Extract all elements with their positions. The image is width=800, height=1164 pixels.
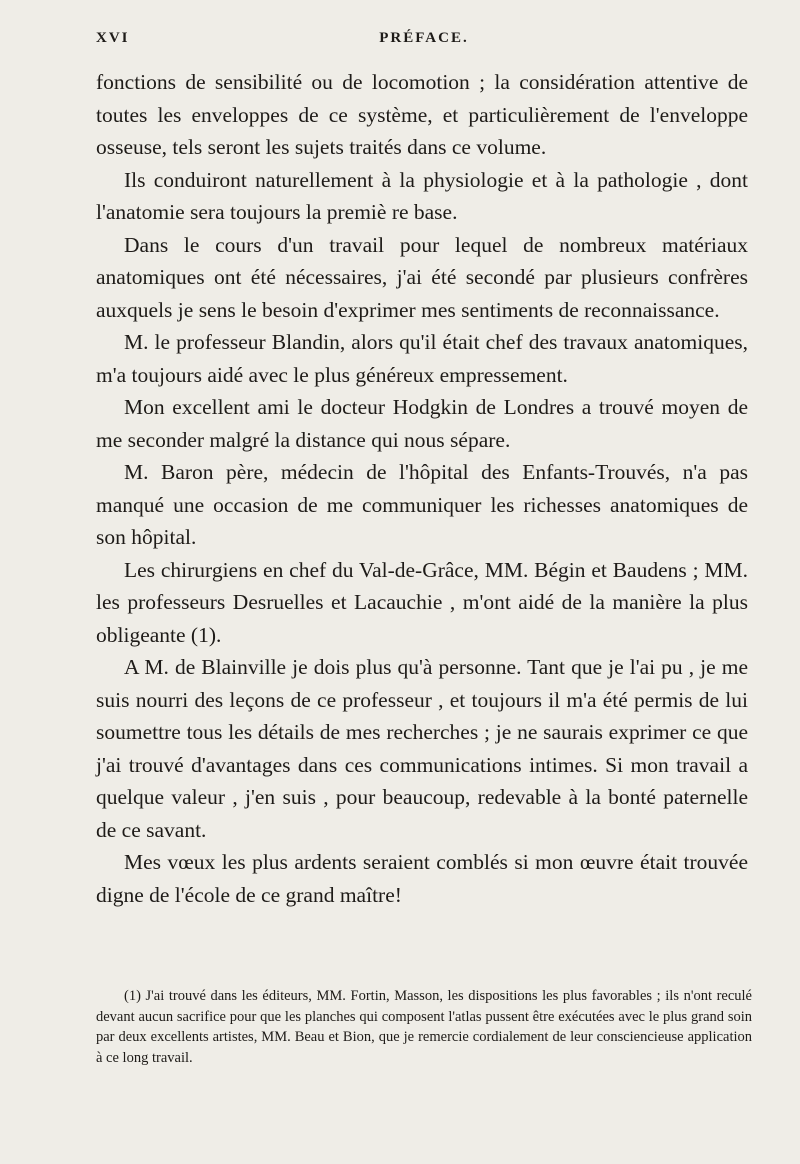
page-header	[96, 30, 752, 52]
paragraph: M. Baron père, médecin de l'hôpital des Enfants-Trouvés, n'a pas manqué une occasion de me communiquer les richesses anatomiques de son hôpital.	[96, 460, 748, 549]
paragraph: M. le professeur Blandin, alors qu'il était chef des travaux anatomiques, m'a toujours aidé avec le plus généreux empressement.	[96, 330, 748, 387]
footnote-text: (1) J'ai trouvé dans les éditeurs, MM. Fortin, Masson, les dispositions les plus favorables ; ils n'ont reculé devant aucun sacrifice pour que les planches qui composent l'atlas pussent être exécutées avec le plus grand soin par deux excellents artistes, MM. Beau et Bion, que je remercie cordialement de leur consciencieuse application à ce long travail.	[96, 988, 752, 1066]
running-head: PRÉFACE.	[379, 30, 469, 46]
paragraph: fonctions de sensibilité ou de locomotion ; la considération attentive de toutes les enveloppes de ce système, et particulièrement de l'enveloppe osseuse, tels seront les sujets traités dans ce volume.	[96, 70, 748, 159]
page-number: XVI	[96, 30, 130, 46]
paragraph: A M. de Blainville je dois plus qu'à personne. Tant que je l'ai pu , je me suis nourri des leçons de ce professeur , et toujours il m'a été permis de lui soumettre tous les détails de mes recherches ; je ne saurais exprimer ce que j'ai trouvé d'avantages dans ces communications intimes. Si mon travail a quelque valeur , j'en suis , pour beaucoup, redevable à la bonté paternelle de ce savant.	[96, 655, 748, 842]
paragraph: Mon excellent ami le docteur Hodgkin de Londres a trouvé moyen de me seconder malgré la distance qui nous sépare.	[96, 395, 748, 452]
paragraph: Les chirurgiens en chef du Val-de-Grâce, MM. Bégin et Baudens ; MM. les professeurs Desruelles et Lacauchie , m'ont aidé de la manière la plus obligeante (1).	[96, 557, 748, 647]
footnote	[96, 986, 752, 1068]
paragraph: Ils conduiront naturellement à la physiologie et à la pathologie , dont l'anatomie sera toujours la premiè re base.	[96, 167, 748, 224]
body-text	[96, 66, 748, 911]
paragraph: Mes vœux les plus ardents seraient comblés si mon œuvre était trouvée digne de l'école de ce grand maître!	[96, 850, 748, 907]
paragraph: Dans le cours d'un travail pour lequel de nombreux matériaux anatomiques ont été nécessaires, j'ai été secondé par plusieurs confrères auxquels je sens le besoin d'exprimer mes sentiments de reconnaissance.	[96, 232, 748, 322]
